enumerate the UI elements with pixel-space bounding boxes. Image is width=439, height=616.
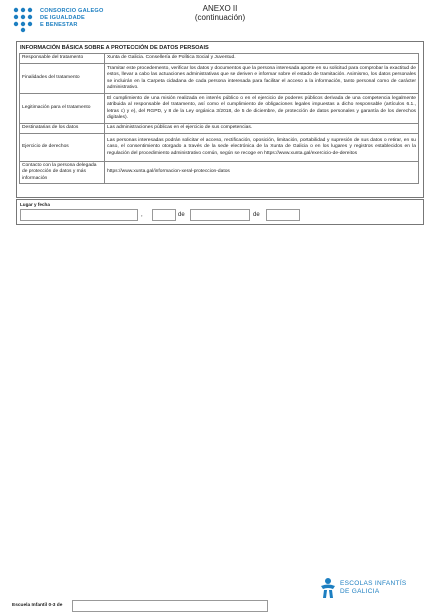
de-separator-2: de — [253, 212, 260, 218]
row-label: Destinatarias de los datos — [20, 124, 105, 134]
org-line-3: E BENESTAR — [40, 22, 78, 28]
school-label: Escuela Infantil 0-3 de — [12, 603, 63, 608]
row-label: Finalidades del tratamento — [20, 64, 105, 94]
row-value: Tramitar este procedemento, verificar los datos y documentos que la persona interesada aporte en su solicitud para comprobar la exactitud de estos, llevar a cabo las actuaciones administrativas que se deriven e informar sobre el estado de tramitación. Asimismo, los datos personales se incluirán en la Carpeta cidadana de cada persona interesada para facilitar el acceso a la información, tanto personal como de carácter administrativo. — [105, 64, 419, 94]
row-label: Responsable del tratamento — [20, 54, 105, 64]
consortium-name — [40, 8, 104, 29]
org-line-1: CONSORCIO GALEGO — [40, 8, 104, 14]
annex-subtitle: (continuación) — [194, 13, 246, 22]
brand-name — [340, 580, 407, 596]
school-field[interactable] — [72, 600, 268, 612]
table-row — [20, 64, 419, 94]
table-row — [20, 54, 419, 64]
row-label: Contacto con la persona delegada de protección de datos y más información — [20, 162, 105, 184]
escolas-infantis-logo — [318, 577, 428, 601]
table-row — [20, 134, 419, 162]
brand-line-1: ESCOLAS INFANTÍS — [340, 580, 407, 587]
row-label: Legitimación para el tratamento — [20, 94, 105, 124]
row-value: El cumplimiento de una misión realizada en interés público o en el ejercicio de poderes públicos derivada de una competencia legalmente atribuida al responsable del tratamento, así como el cumplimiento de obligaciones legales impuestas a dicho responsable (artículos 6.1., letras c) y e), del RGPD, y 8 de la Ley orgánica 3/2018, de 5 de diciembre, de protección de datos personales y garantía de los derechos digitales). — [105, 94, 419, 124]
comma-separator: , — [141, 212, 143, 218]
row-value: https://www.xunta.gal/informacion-xeral-proteccion-datos — [105, 162, 419, 184]
row-value: Xunta de Galicia. Consellería de Política Social y Juventud. — [105, 54, 419, 64]
section-title: INFORMACIÓN BÁSICA SOBRE A PROTECCIÓN DE DATOS PERSOAIS — [20, 45, 209, 51]
day-field[interactable] — [152, 209, 176, 221]
place-date-label: Lugar y fecha — [20, 202, 50, 207]
table-row — [20, 162, 419, 184]
brand-line-2: DE GALICIA — [340, 588, 380, 595]
row-value: Las personas interesadas podrán solicitar el acceso, rectificación, oposición, limitación, portabilidad y supresión de sus datos o retirar, en su caso, el consentimiento otorgado a través de la sede electrónica de la Xunta de Galicia o en los lugares y registros establecidos en la regulación del procedimiento administrativo común, según se recoge en https://www.xunta.gal/exercicio-de-dereitos — [105, 134, 419, 162]
year-field[interactable] — [266, 209, 300, 221]
month-field[interactable] — [190, 209, 250, 221]
table-row — [20, 124, 419, 134]
row-value: Las administraciones públicas en el ejercicio de sus competencias. — [105, 124, 419, 134]
table-row — [20, 94, 419, 124]
annex-heading — [170, 4, 270, 22]
child-emblem-icon — [318, 577, 338, 599]
consortium-emblem-icon — [10, 5, 36, 33]
consortium-logo — [10, 5, 170, 35]
row-label: Ejercicio de derechos — [20, 134, 105, 162]
data-protection-table — [19, 53, 419, 184]
annex-title: ANEXO II — [202, 4, 238, 13]
org-line-2: DE IGUALDADE — [40, 15, 85, 21]
de-separator-1: de — [178, 212, 185, 218]
place-field[interactable] — [20, 209, 138, 221]
